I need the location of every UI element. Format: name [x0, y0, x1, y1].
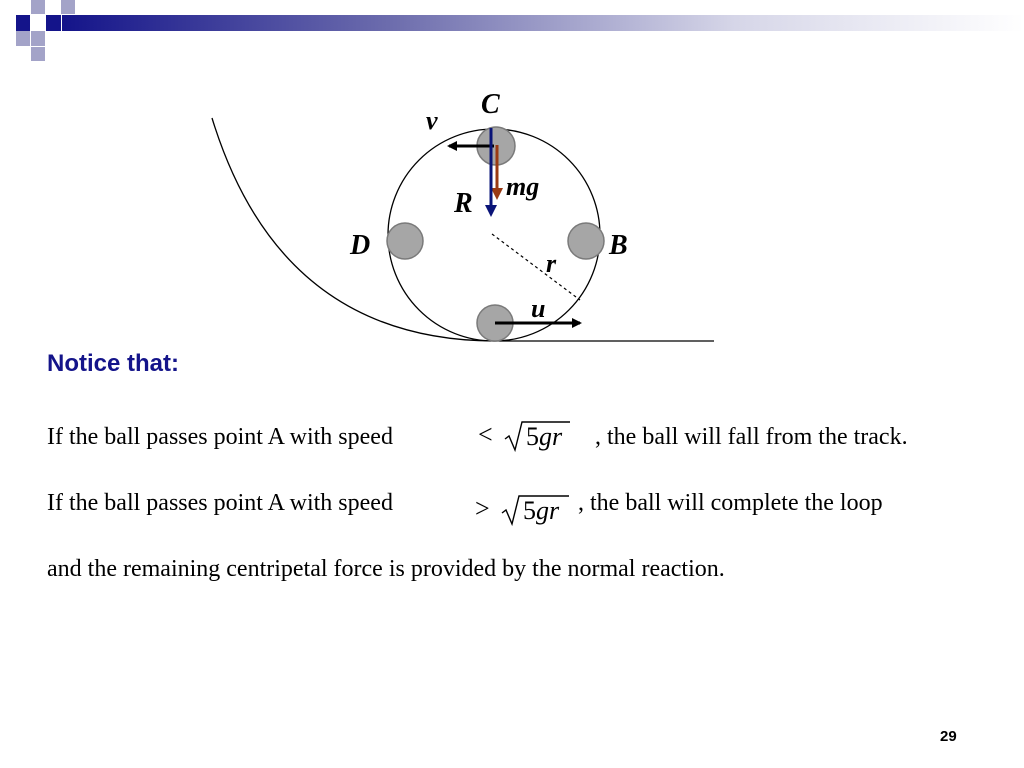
- ball-right: [568, 223, 604, 259]
- label-u: u: [531, 294, 546, 323]
- radicand-number: 5: [523, 496, 536, 525]
- ball-left: [387, 223, 423, 259]
- line1-text-after: , the ball will fall from the track.: [595, 424, 908, 450]
- radicand-number: 5: [526, 422, 539, 451]
- line1-radicand: [526, 422, 562, 452]
- radicand-variables: gr: [539, 422, 563, 451]
- radicand-variables: gr: [536, 496, 560, 525]
- line2-text-after: , the ball will complete the loop: [578, 490, 883, 516]
- label-v: v: [426, 106, 438, 135]
- normal-reaction-note: and the remaining centripetal force is provided by the normal reaction.: [47, 556, 725, 582]
- label-mg: mg: [506, 172, 540, 201]
- label-R: R: [454, 188, 473, 219]
- less-than-operator: <: [478, 420, 493, 449]
- page-number: 29: [940, 728, 957, 745]
- label-C: C: [481, 89, 500, 120]
- radius-line: [492, 234, 580, 300]
- line2-text-before: If the ball passes point A with speed: [47, 490, 393, 516]
- label-B: B: [609, 230, 628, 261]
- notice-heading: Notice that:: [47, 350, 179, 377]
- label-D: D: [350, 230, 371, 261]
- label-r: r: [546, 249, 557, 278]
- line2-radicand: [523, 496, 559, 526]
- greater-than-operator: >: [475, 494, 490, 523]
- line1-text-before: If the ball passes point A with speed: [47, 424, 393, 450]
